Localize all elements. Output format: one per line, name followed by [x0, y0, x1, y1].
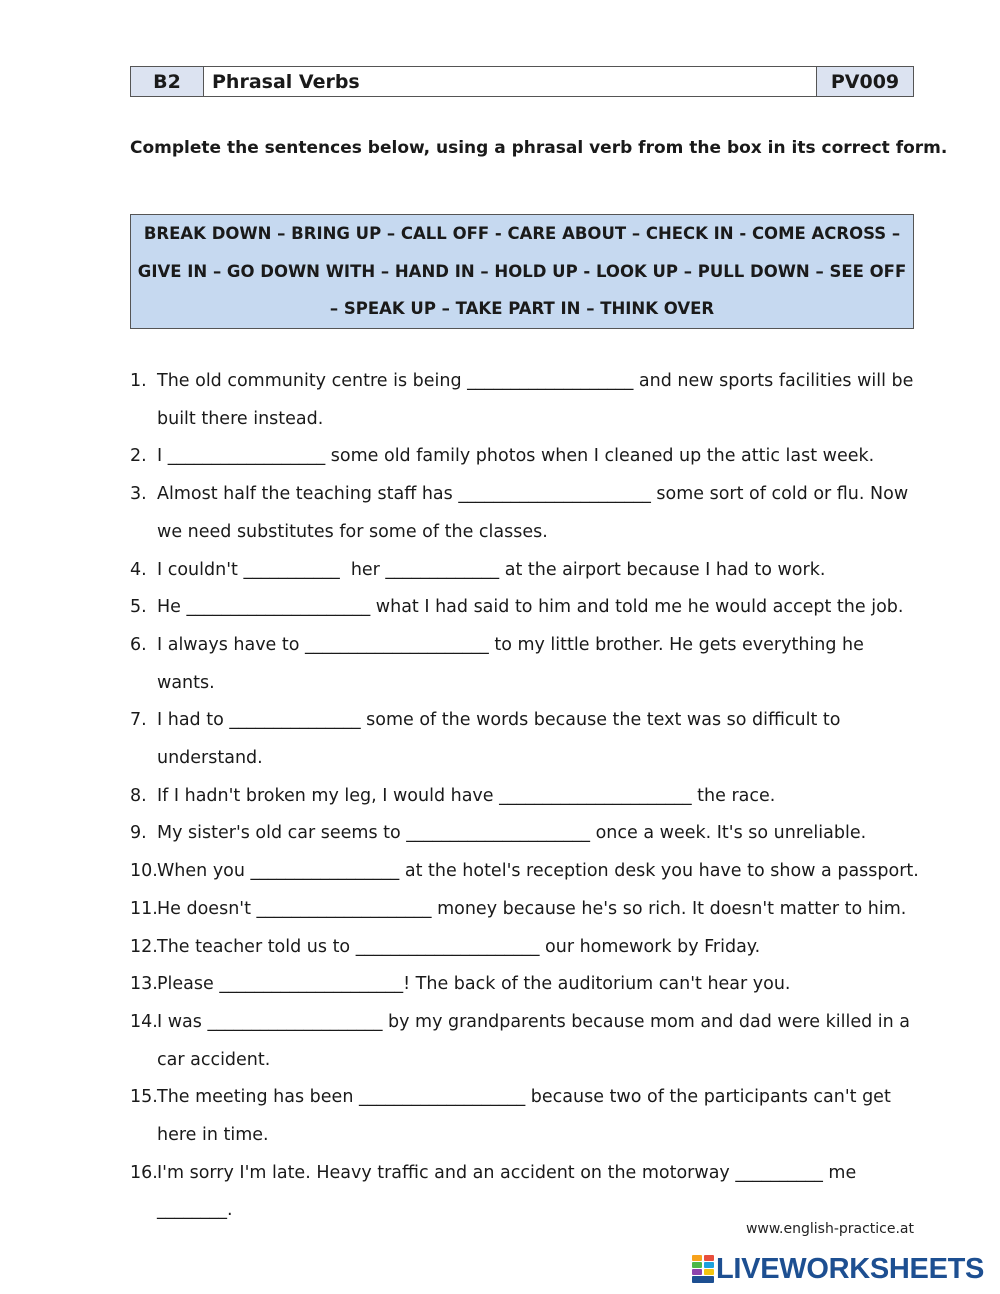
question-number: 8. — [130, 785, 147, 806]
question-item — [130, 1079, 920, 1154]
question-item — [130, 552, 920, 590]
question-item — [130, 1155, 920, 1230]
question-text: My sister's old car seems to _____________________ once a week. It's so unreliable. — [157, 823, 867, 844]
question-number: 5. — [130, 597, 147, 618]
question-number: 9. — [130, 823, 147, 844]
question-number: 14. — [130, 1011, 158, 1032]
liveworksheets-logo[interactable] — [692, 1253, 984, 1285]
question-item — [130, 627, 920, 702]
logo-text: LIVEWORKSHEETS — [716, 1252, 985, 1285]
phrasal-verb-box — [130, 214, 914, 329]
question-number: 4. — [130, 559, 147, 580]
question-item — [130, 438, 920, 476]
question-text: I had to _______________ some of the words because the text was so difficult to understand. — [157, 710, 847, 769]
question-text: The old community centre is being ___________________ and new sports facilities will be built there instead. — [157, 371, 920, 429]
question-item — [130, 476, 920, 551]
verb-box-line: BREAK DOWN – BRING UP – CALL OFF - CARE ABOUT – CHECK IN - COME ACROSS – — [143, 224, 901, 244]
question-item — [130, 1004, 920, 1079]
question-number: 11. — [130, 898, 158, 919]
question-item — [130, 966, 920, 1004]
question-text: When you _________________ at the hotel's reception desk you have to show a passport. — [157, 861, 919, 882]
question-number: 1. — [130, 371, 147, 391]
question-item — [130, 589, 920, 627]
question-text: I'm sorry I'm late. Heavy traffic and an accident on the motorway __________ me ________. — [157, 1162, 862, 1221]
question-item — [130, 815, 920, 853]
worksheet-title: Phrasal Verbs — [204, 67, 817, 96]
question-text: If I hadn't broken my leg, I would have ______________________ the race. — [157, 785, 776, 806]
question-text: The teacher told us to _____________________ our homework by Friday. — [157, 936, 761, 957]
question-text: Please _____________________! The back of the auditorium can't hear you. — [157, 974, 791, 995]
question-number: 3. — [130, 484, 147, 505]
question-text: I was ____________________ by my grandparents because mom and dad were killed in a car accident. — [157, 1011, 916, 1070]
question-text: Almost half the teaching staff has ______________________ some sort of cold or flu. Now we need substitutes for some of the classes. — [157, 484, 914, 542]
question-text: I couldn't ___________ her _____________ at the airport because I had to work. — [157, 559, 826, 580]
question-item — [130, 702, 920, 777]
question-number: 12. — [130, 936, 158, 957]
verb-box-line: GIVE IN – GO DOWN WITH – HAND IN – HOLD UP - LOOK UP – PULL DOWN – SEE OFF — [137, 261, 907, 281]
question-text: He _____________________ what I had said to him and told me he would accept the job. — [157, 597, 904, 618]
question-item — [130, 853, 920, 891]
header-table — [130, 66, 914, 97]
liveworksheets-logo-icon — [692, 1255, 714, 1283]
question-number: 16. — [130, 1162, 158, 1183]
question-text: The meeting has been ___________________ because two of the participants can't get here in time. — [157, 1087, 897, 1146]
question-number: 6. — [130, 634, 147, 655]
question-item — [130, 363, 920, 438]
question-number: 7. — [130, 710, 147, 731]
question-text: I always have to _____________________ to my little brother. He gets everything he wants. — [157, 634, 870, 693]
source-url[interactable]: www.english-practice.at — [745, 1221, 914, 1237]
question-number: 2. — [130, 446, 147, 467]
question-text: I __________________ some old family photos when I cleaned up the attic last week. — [157, 446, 875, 467]
question-item — [130, 891, 920, 929]
question-text: He doesn't ____________________ money because he's so rich. It doesn't matter to him. — [157, 898, 907, 919]
level-cell: B2 — [131, 67, 204, 96]
question-number: 10. — [130, 861, 158, 882]
question-item — [130, 929, 920, 967]
question-number: 13. — [130, 974, 158, 995]
verb-box-line: – SPEAK UP – TAKE PART IN – THINK OVER — [329, 299, 715, 319]
question-number: 15. — [130, 1087, 158, 1108]
question-item — [130, 778, 920, 816]
instruction-text: Complete the sentences below, using a phrasal verb from the box in its correct form. — [130, 138, 948, 158]
worksheet-code: PV009 — [830, 70, 900, 93]
question-list — [130, 363, 920, 1230]
